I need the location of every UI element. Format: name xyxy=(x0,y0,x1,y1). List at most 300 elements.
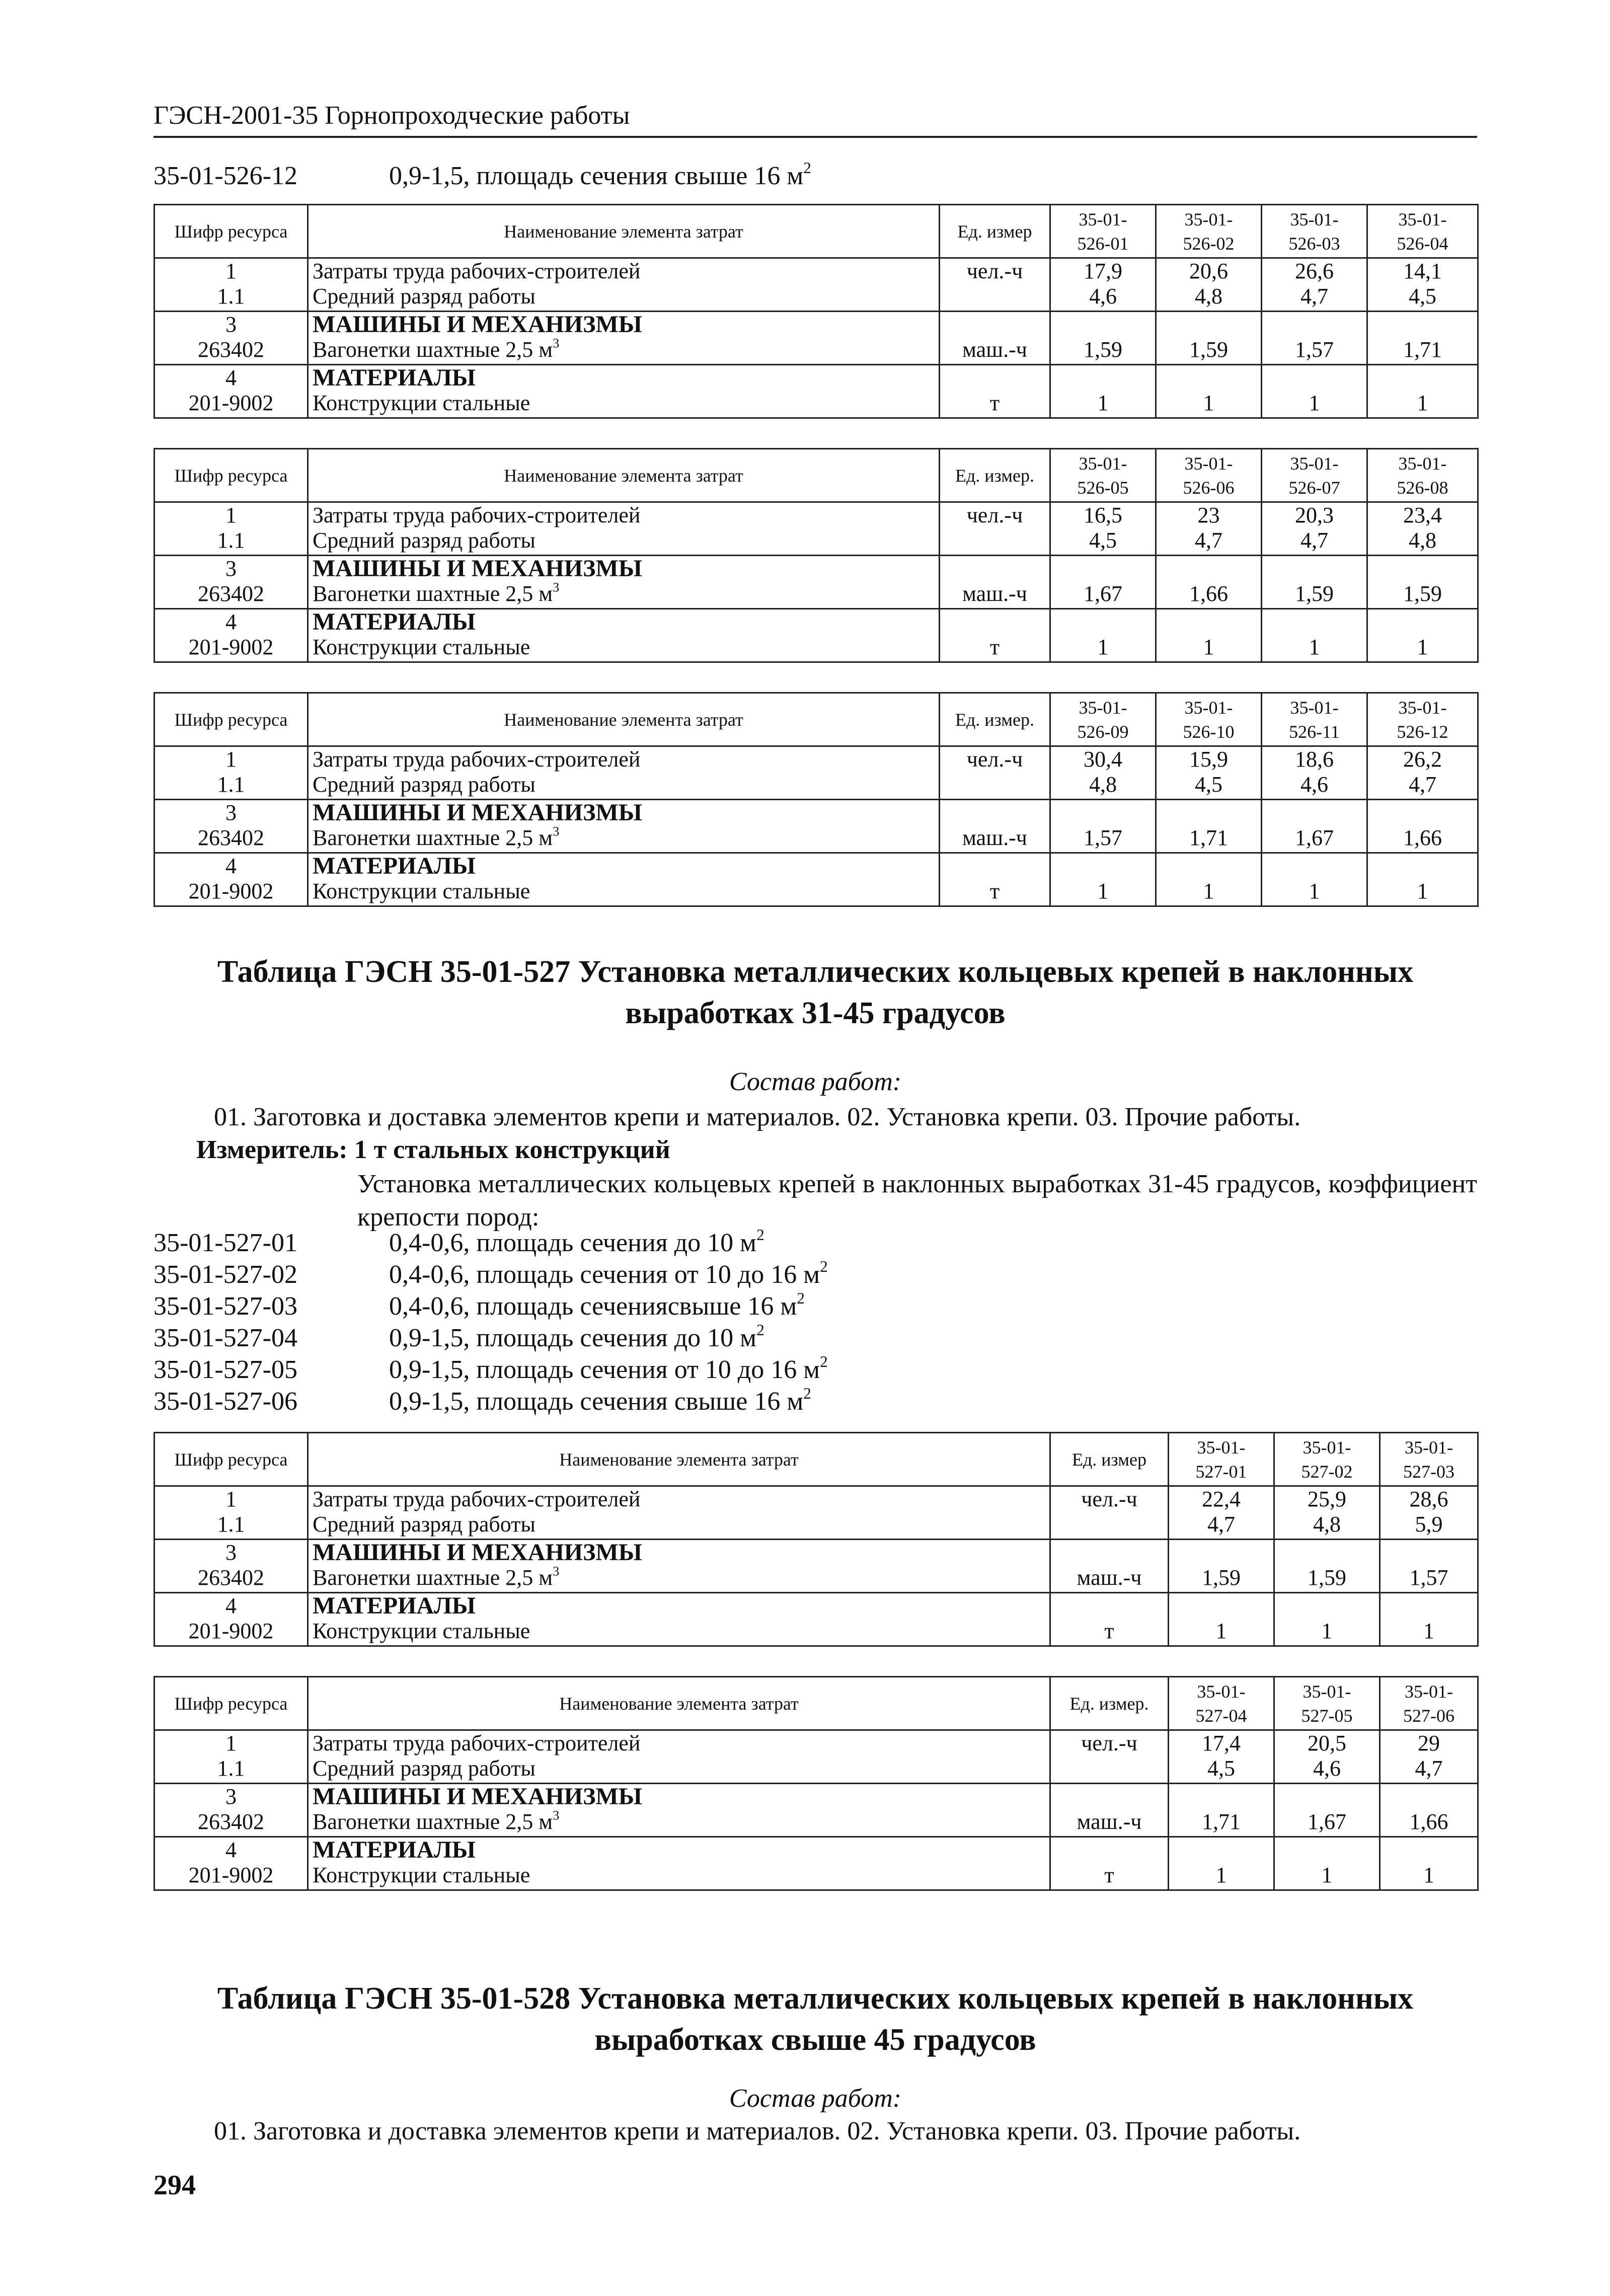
table-header-row xyxy=(155,1433,1478,1486)
value-cell xyxy=(1367,258,1478,312)
table-528-title: Таблица ГЭСН 35-01-528 Установка металлических кольцевых крепей в наклонных выработках свыше 45 градусов xyxy=(217,1981,1414,2057)
value-bottom: 1 xyxy=(1097,391,1109,415)
value-bottom: 1,57 xyxy=(1084,825,1122,850)
value-bottom: 1 xyxy=(1423,1863,1434,1887)
unit-bottom: маш.-ч xyxy=(1077,1565,1142,1590)
name-top: МАТЕРИАЛЫ xyxy=(313,1836,476,1863)
unit-cell xyxy=(940,365,1050,418)
header-norm-code: 35-01- 526-11 xyxy=(1262,693,1367,746)
resource-table xyxy=(154,448,1479,663)
value-bottom: 1 xyxy=(1203,635,1214,659)
header-norm-code: 35-01- 526-12 xyxy=(1367,693,1478,746)
value-top xyxy=(1372,312,1473,337)
value-bottom: 1,67 xyxy=(1308,1809,1346,1834)
value-bottom: 1,66 xyxy=(1403,825,1442,850)
value-top xyxy=(1055,800,1151,825)
header-norm-code: 35-01- 527-01 xyxy=(1169,1433,1274,1486)
unit-top: чел.-ч xyxy=(966,503,1023,527)
value-top xyxy=(1161,609,1257,635)
resource-code xyxy=(155,746,308,800)
unit-cell xyxy=(940,258,1050,312)
resource-code xyxy=(155,800,308,853)
unit-bottom xyxy=(944,772,1045,797)
header-norm-code: 35-01- 526-03 xyxy=(1262,205,1367,258)
code-bottom: 263402 xyxy=(198,1565,264,1590)
resource-name xyxy=(308,1784,1050,1837)
norm-description: 0,9-1,5, площадь сечения до 10 $м^2$ xyxy=(389,1321,764,1352)
value-bottom: 1,59 xyxy=(1189,337,1228,362)
unit-bottom: маш.-ч xyxy=(962,825,1027,850)
value-cell xyxy=(1262,853,1367,906)
value-bottom: 1 xyxy=(1215,1619,1227,1643)
header-norm-code: 35-01- 526-08 xyxy=(1367,449,1478,502)
code-bottom: 1.1 xyxy=(217,528,245,553)
value-cell xyxy=(1262,800,1367,853)
value-cell xyxy=(1262,746,1367,800)
header-name: Наименование элемента затрат xyxy=(308,205,940,258)
code-top: 3 xyxy=(225,1784,237,1809)
page-number: 294 xyxy=(154,2170,196,2201)
code-top: 4 xyxy=(225,365,237,390)
resource-name xyxy=(308,800,940,853)
table-header-row xyxy=(155,693,1478,746)
value-bottom: 4,6 xyxy=(1300,772,1328,797)
name-top: МАШИНЫ И МЕХАНИЗМЫ xyxy=(313,1783,642,1810)
resource-name xyxy=(308,1730,1050,1784)
header-unit: Ед. измер. xyxy=(1050,1677,1169,1730)
unit-bottom xyxy=(944,528,1045,553)
resource-name xyxy=(308,853,940,906)
header-norm-code: 35-01- 526-04 xyxy=(1367,205,1478,258)
resource-name xyxy=(308,1837,1050,1890)
header-norm-code: 35-01- 527-05 xyxy=(1274,1677,1380,1730)
resource-code xyxy=(155,853,308,906)
value-bottom: 1,71 xyxy=(1403,337,1442,362)
value-cell xyxy=(1274,1784,1380,1837)
value-cell xyxy=(1262,365,1367,418)
name-top: Затраты труда рабочих-строителей xyxy=(313,1487,641,1511)
header-code: Шифр ресурса xyxy=(155,1677,308,1730)
unit-top: чел.-ч xyxy=(966,259,1023,283)
unit-top: чел.-ч xyxy=(966,747,1023,772)
code-bottom: 1.1 xyxy=(217,772,245,797)
value-cell xyxy=(1050,312,1156,365)
header-rule xyxy=(154,136,1477,138)
header-norm-code: 35-01- 526-09 xyxy=(1050,693,1156,746)
value-cell xyxy=(1262,609,1367,662)
value-bottom: 1 xyxy=(1203,391,1214,415)
table-header-row xyxy=(155,449,1478,502)
unit-top xyxy=(944,609,1045,635)
materials-row-group xyxy=(155,365,1478,418)
value-top xyxy=(1279,1540,1375,1565)
unit-bottom: т xyxy=(1104,1619,1114,1643)
works-list-527: 01. Заготовка и доставка элементов крепи и материалов. 02. Установка крепи. 03. Прочие работы. xyxy=(214,1103,1301,1131)
name-top: Затраты труда рабочих-строителей xyxy=(313,747,641,772)
table-header-row xyxy=(155,205,1478,258)
resource-name xyxy=(308,365,940,418)
unit-bottom: т xyxy=(989,391,1000,415)
unit-top xyxy=(944,854,1045,879)
value-top: 26,6 xyxy=(1295,259,1334,283)
resource-code xyxy=(155,258,308,312)
norm-code: 35-01-527-06 xyxy=(154,1387,297,1416)
name-bottom: Вагонетки шахтные 2,5 $м^3$ xyxy=(313,335,560,362)
value-bottom: 1 xyxy=(1309,879,1320,903)
unit-top: чел.-ч xyxy=(1081,1487,1137,1511)
value-cell xyxy=(1169,1837,1274,1890)
materials-row-group xyxy=(155,1837,1478,1890)
machines-row-group xyxy=(155,1540,1478,1593)
header-unit: Ед. измер. xyxy=(940,693,1050,746)
header-unit: Ед. измер. xyxy=(940,449,1050,502)
header-name: Наименование элемента затрат xyxy=(308,1677,1050,1730)
value-top: 20,5 xyxy=(1308,1731,1346,1755)
unit-cell xyxy=(1050,1486,1169,1540)
value-bottom: 1 xyxy=(1309,635,1320,659)
value-top xyxy=(1372,854,1473,879)
name-bottom: Вагонетки шахтные 2,5 $м^3$ xyxy=(313,823,560,850)
value-bottom: 4,8 xyxy=(1089,772,1117,797)
unit-top: чел.-ч xyxy=(1081,1731,1137,1755)
value-cell xyxy=(1169,1486,1274,1540)
name-bottom: Средний разряд работы xyxy=(313,1756,535,1781)
value-bottom: 1,71 xyxy=(1189,825,1228,850)
value-cell xyxy=(1156,853,1262,906)
table-header-row xyxy=(155,1677,1478,1730)
name-bottom: Средний разряд работы xyxy=(313,284,535,309)
value-cell xyxy=(1380,1730,1478,1784)
norm-description-527: Установка металлических кольцевых крепей в наклонных выработках 31-45 градусов, коэффициент крепости пород: xyxy=(357,1170,1477,1232)
header-norm-code: 35-01- 527-06 xyxy=(1380,1677,1478,1730)
value-cell xyxy=(1367,556,1478,609)
value-bottom: 4,7 xyxy=(1195,528,1222,553)
value-top xyxy=(1372,365,1473,391)
code-top: 1 xyxy=(225,1731,237,1755)
labor-row-group xyxy=(155,746,1478,800)
resource-name xyxy=(308,556,940,609)
value-top xyxy=(1055,556,1151,581)
machines-row-group xyxy=(155,312,1478,365)
value-bottom: 1 xyxy=(1097,879,1109,903)
value-cell xyxy=(1050,258,1156,312)
unit-top xyxy=(944,800,1045,825)
value-top xyxy=(1161,854,1257,879)
works-label-528: Состав работ: xyxy=(729,2084,902,2113)
value-top xyxy=(1266,365,1362,391)
name-bottom: Конструкции стальные xyxy=(313,1863,530,1887)
value-cell xyxy=(1274,1540,1380,1593)
materials-row-group xyxy=(155,1593,1478,1646)
code-bottom: 201-9002 xyxy=(188,1619,274,1643)
value-bottom: 4,6 xyxy=(1313,1756,1341,1781)
name-bottom: Конструкции стальные xyxy=(313,635,530,659)
machines-row-group xyxy=(155,1784,1478,1837)
unit-cell xyxy=(1050,1784,1169,1837)
code-top: 1 xyxy=(225,503,237,527)
code-bottom: 1.1 xyxy=(217,1512,245,1537)
unit-bottom: т xyxy=(989,635,1000,659)
resource-code xyxy=(155,1784,308,1837)
code-top: 4 xyxy=(225,854,237,878)
value-bottom: 4,7 xyxy=(1300,528,1328,553)
value-bottom: 1 xyxy=(1309,391,1320,415)
machines-row-group xyxy=(155,556,1478,609)
value-cell xyxy=(1262,502,1367,556)
value-top: 14,1 xyxy=(1403,259,1442,283)
name-bottom: Вагонетки шахтные 2,5 $м^3$ xyxy=(313,1807,560,1834)
value-top: 30,4 xyxy=(1084,747,1122,772)
code-top: 1 xyxy=(225,1487,237,1511)
name-top: МАШИНЫ И МЕХАНИЗМЫ xyxy=(313,1539,642,1566)
code-bottom: 263402 xyxy=(198,825,264,850)
value-top xyxy=(1385,1784,1473,1809)
value-cell xyxy=(1156,258,1262,312)
norm-code: 35-01-527-03 xyxy=(154,1292,297,1321)
unit-cell xyxy=(940,312,1050,365)
unit-cell xyxy=(940,746,1050,800)
value-bottom: 1 xyxy=(1203,879,1214,903)
unit-bottom xyxy=(1055,1512,1164,1537)
value-bottom: 4,7 xyxy=(1415,1756,1443,1781)
value-bottom: 1,67 xyxy=(1084,581,1122,606)
norm-description: 0,4-0,6, площадь сечения от 10 до 16 $м^2$ xyxy=(389,1258,828,1289)
value-cell xyxy=(1050,556,1156,609)
name-bottom: Конструкции стальные xyxy=(313,879,530,903)
value-cell xyxy=(1050,746,1156,800)
value-bottom: 4,8 xyxy=(1195,284,1222,309)
labor-row-group xyxy=(155,1486,1478,1540)
unit-bottom: т xyxy=(989,879,1000,903)
header-unit: Ед. измер xyxy=(940,205,1050,258)
name-top: МАТЕРИАЛЫ xyxy=(313,853,476,879)
value-top xyxy=(1173,1540,1269,1565)
norm-code: 35-01-526-12 xyxy=(154,162,297,190)
value-bottom: 1,59 xyxy=(1308,1565,1346,1590)
value-top: 23 xyxy=(1197,503,1220,527)
unit-cell xyxy=(1050,1837,1169,1890)
value-cell xyxy=(1367,502,1478,556)
value-cell xyxy=(1156,609,1262,662)
name-bottom: Средний разряд работы xyxy=(313,1512,535,1537)
value-top xyxy=(1161,556,1257,581)
value-cell xyxy=(1367,365,1478,418)
value-cell xyxy=(1050,502,1156,556)
code-bottom: 263402 xyxy=(198,581,264,606)
materials-row-group xyxy=(155,853,1478,906)
name-bottom: Средний разряд работы xyxy=(313,528,535,553)
code-top: 3 xyxy=(225,1540,237,1565)
value-cell xyxy=(1050,365,1156,418)
value-top: 26,2 xyxy=(1403,747,1442,772)
value-top xyxy=(1161,312,1257,337)
value-top: 17,9 xyxy=(1084,259,1122,283)
name-top: МАШИНЫ И МЕХАНИЗМЫ xyxy=(313,555,642,582)
code-bottom: 201-9002 xyxy=(188,635,274,659)
value-cell xyxy=(1169,1784,1274,1837)
resource-table xyxy=(154,204,1479,419)
value-top xyxy=(1055,365,1151,391)
value-top: 20,6 xyxy=(1189,259,1228,283)
name-top: Затраты труда рабочих-строителей xyxy=(313,1731,641,1755)
code-top: 3 xyxy=(225,556,237,581)
code-bottom: 1.1 xyxy=(217,1756,245,1781)
value-top xyxy=(1055,854,1151,879)
header-norm-code: 35-01- 526-01 xyxy=(1050,205,1156,258)
unit-top xyxy=(1055,1593,1164,1619)
value-top: 25,9 xyxy=(1308,1487,1346,1511)
value-bottom: 4,7 xyxy=(1207,1512,1235,1537)
norm-code: 35-01-527-05 xyxy=(154,1355,297,1384)
code-top: 4 xyxy=(225,1838,237,1862)
resource-code xyxy=(155,502,308,556)
value-cell xyxy=(1169,1593,1274,1646)
value-top xyxy=(1266,312,1362,337)
value-cell xyxy=(1367,609,1478,662)
norm-description: 0,9-1,5, площадь сечения от 10 до 16 $м^2$ xyxy=(389,1353,828,1384)
resource-table xyxy=(154,1676,1479,1891)
code-bottom: 1.1 xyxy=(217,284,245,309)
unit-cell xyxy=(940,502,1050,556)
measure-unit-527: Измеритель: 1 т стальных конструкций xyxy=(196,1135,670,1164)
unit-bottom: маш.-ч xyxy=(962,337,1027,362)
unit-bottom xyxy=(944,284,1045,309)
resource-name xyxy=(308,258,940,312)
labor-row-group xyxy=(155,258,1478,312)
value-cell xyxy=(1367,746,1478,800)
name-top: МАШИНЫ И МЕХАНИЗМЫ xyxy=(313,799,642,826)
value-top xyxy=(1055,609,1151,635)
name-bottom: Конструкции стальные xyxy=(313,391,530,415)
value-cell xyxy=(1274,1486,1380,1540)
value-bottom: 4,7 xyxy=(1300,284,1328,309)
value-bottom: 1 xyxy=(1215,1863,1227,1887)
value-cell xyxy=(1380,1593,1478,1646)
value-top xyxy=(1266,800,1362,825)
resource-name xyxy=(308,1486,1050,1540)
labor-row-group xyxy=(155,1730,1478,1784)
works-label-527: Состав работ: xyxy=(729,1067,902,1096)
value-cell xyxy=(1367,853,1478,906)
value-top xyxy=(1266,556,1362,581)
value-top xyxy=(1173,1784,1269,1809)
value-cell xyxy=(1156,502,1262,556)
code-bottom: 263402 xyxy=(198,1809,264,1834)
value-bottom: 4,5 xyxy=(1409,284,1436,309)
unit-top xyxy=(944,365,1045,391)
code-top: 3 xyxy=(225,800,237,825)
value-bottom: 4,5 xyxy=(1195,772,1222,797)
value-cell xyxy=(1156,746,1262,800)
code-bottom: 201-9002 xyxy=(188,1863,274,1887)
value-top: 18,6 xyxy=(1295,747,1334,772)
name-top: МАТЕРИАЛЫ xyxy=(313,1592,476,1619)
value-top xyxy=(1372,556,1473,581)
code-top: 4 xyxy=(225,609,237,634)
resource-table xyxy=(154,1432,1479,1647)
header-norm-code: 35-01- 526-05 xyxy=(1050,449,1156,502)
resource-code xyxy=(155,365,308,418)
value-top xyxy=(1385,1593,1473,1619)
header-code: Шифр ресурса xyxy=(155,693,308,746)
header-norm-code: 35-01- 526-06 xyxy=(1156,449,1262,502)
unit-cell xyxy=(1050,1730,1169,1784)
unit-top xyxy=(1055,1784,1164,1809)
value-bottom: 4,7 xyxy=(1409,772,1436,797)
value-top xyxy=(1279,1838,1375,1863)
unit-top xyxy=(944,556,1045,581)
resource-name xyxy=(308,1540,1050,1593)
value-cell xyxy=(1380,1486,1478,1540)
code-top: 4 xyxy=(225,1593,237,1618)
resource-name xyxy=(308,609,940,662)
name-bottom: Вагонетки шахтные 2,5 $м^3$ xyxy=(313,1563,560,1590)
unit-cell xyxy=(940,853,1050,906)
value-bottom: 1,67 xyxy=(1295,825,1334,850)
works-list-528: 01. Заготовка и доставка элементов крепи и материалов. 02. Установка крепи. 03. Прочие работы. xyxy=(214,2117,1301,2146)
value-top xyxy=(1266,609,1362,635)
header-name: Наименование элемента затрат xyxy=(308,693,940,746)
value-top: 22,4 xyxy=(1202,1487,1241,1511)
resource-code xyxy=(155,312,308,365)
value-bottom: 1,59 xyxy=(1295,581,1334,606)
value-top xyxy=(1372,800,1473,825)
value-cell xyxy=(1156,800,1262,853)
header-code: Шифр ресурса xyxy=(155,449,308,502)
value-top xyxy=(1266,854,1362,879)
value-bottom: 1 xyxy=(1417,391,1428,415)
value-cell xyxy=(1050,853,1156,906)
code-top: 3 xyxy=(225,312,237,337)
value-cell xyxy=(1380,1784,1478,1837)
value-bottom: 1,57 xyxy=(1295,337,1334,362)
unit-top xyxy=(1055,1540,1164,1565)
unit-cell xyxy=(1050,1540,1169,1593)
name-top: МАТЕРИАЛЫ xyxy=(313,608,476,635)
resource-name xyxy=(308,1593,1050,1646)
value-top xyxy=(1173,1838,1269,1863)
code-bottom: 263402 xyxy=(198,337,264,362)
value-bottom: 1,59 xyxy=(1202,1565,1241,1590)
header-norm-code: 35-01- 526-02 xyxy=(1156,205,1262,258)
value-top xyxy=(1173,1593,1269,1619)
unit-cell xyxy=(940,556,1050,609)
resource-code xyxy=(155,1837,308,1890)
norm-description: 0,9-1,5, площадь сечения свыше 16 $м^2$ xyxy=(389,159,811,190)
value-top: 28,6 xyxy=(1409,1487,1448,1511)
materials-row-group xyxy=(155,609,1478,662)
value-bottom: 1 xyxy=(1321,1863,1333,1887)
value-bottom: 1,59 xyxy=(1084,337,1122,362)
header-norm-code: 35-01- 527-04 xyxy=(1169,1677,1274,1730)
norm-code: 35-01-527-04 xyxy=(154,1324,297,1352)
value-cell xyxy=(1156,312,1262,365)
name-top: Затраты труда рабочих-строителей xyxy=(313,259,641,283)
value-top xyxy=(1385,1838,1473,1863)
value-cell xyxy=(1262,312,1367,365)
unit-cell xyxy=(940,800,1050,853)
resource-code xyxy=(155,556,308,609)
header-norm-code: 35-01- 527-02 xyxy=(1274,1433,1380,1486)
value-bottom: 1,66 xyxy=(1409,1809,1448,1834)
resource-code xyxy=(155,1593,308,1646)
value-top: 23,4 xyxy=(1403,503,1442,527)
norm-code: 35-01-527-02 xyxy=(154,1260,297,1289)
unit-cell xyxy=(1050,1593,1169,1646)
header-norm-code: 35-01- 527-03 xyxy=(1380,1433,1478,1486)
header-norm-code: 35-01- 526-07 xyxy=(1262,449,1367,502)
value-bottom: 1 xyxy=(1417,635,1428,659)
